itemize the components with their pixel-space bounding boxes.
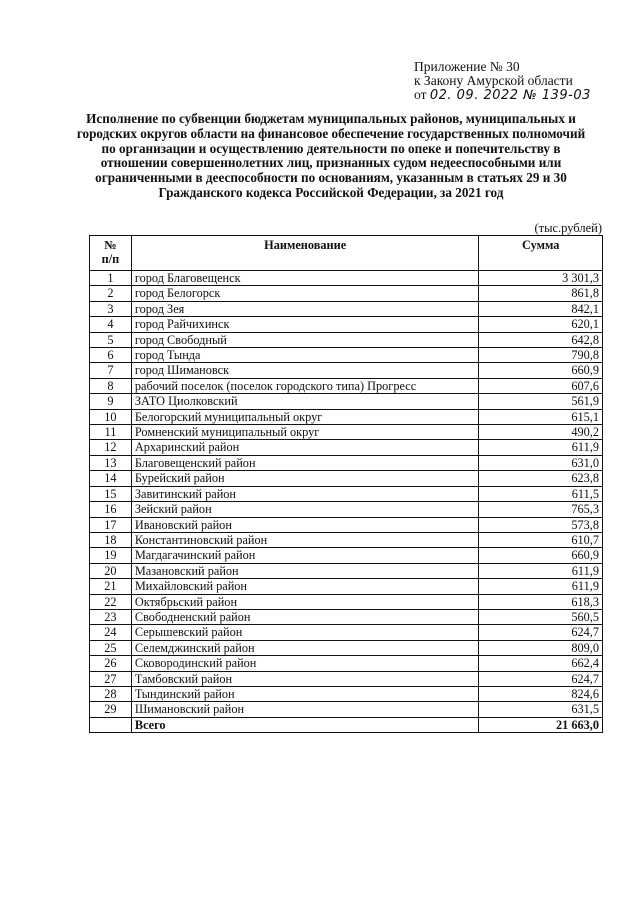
row-sum: 611,5 (479, 486, 603, 501)
row-name: Ивановский район (131, 517, 479, 532)
subsidy-table (89, 235, 603, 733)
table-row (90, 671, 603, 686)
row-name: Тамбовский район (131, 671, 479, 686)
table-row (90, 563, 603, 578)
table-row (90, 348, 603, 363)
row-sum: 561,9 (479, 394, 603, 409)
table-row (90, 686, 603, 701)
table-row (90, 640, 603, 655)
row-name: Свободненский район (131, 609, 479, 624)
row-name: Шимановский район (131, 702, 479, 717)
row-sum: 611,9 (479, 579, 603, 594)
table-row (90, 286, 603, 301)
total-sum: 21 663,0 (479, 717, 603, 732)
row-name: Магдагачинский район (131, 548, 479, 563)
appendix-header (414, 60, 591, 103)
row-name: Константиновский район (131, 532, 479, 547)
row-name: город Белогорск (131, 286, 479, 301)
header-name: Наименование (131, 236, 479, 271)
row-number: 3 (90, 301, 132, 316)
total-label: Всего (131, 717, 479, 732)
row-sum: 624,7 (479, 625, 603, 640)
row-number: 20 (90, 563, 132, 578)
row-sum: 842,1 (479, 301, 603, 316)
row-number: 1 (90, 271, 132, 286)
row-name: Завитинский район (131, 486, 479, 501)
table-row (90, 517, 603, 532)
row-number: 13 (90, 455, 132, 470)
row-name: Тындинский район (131, 686, 479, 701)
row-sum: 790,8 (479, 348, 603, 363)
row-name: город Шимановск (131, 363, 479, 378)
row-number: 19 (90, 548, 132, 563)
table-row (90, 656, 603, 671)
total-row (90, 717, 603, 732)
row-name: Бурейский район (131, 471, 479, 486)
row-name: Зейский район (131, 502, 479, 517)
row-number: 9 (90, 394, 132, 409)
row-number: 21 (90, 579, 132, 594)
row-number: 17 (90, 517, 132, 532)
row-name: город Райчихинск (131, 317, 479, 332)
table-row (90, 579, 603, 594)
appendix-date-prefix: от (414, 87, 427, 102)
header-number-line1: № (104, 238, 117, 252)
row-number: 12 (90, 440, 132, 455)
row-sum: 573,8 (479, 517, 603, 532)
row-name: Благовещенский район (131, 455, 479, 470)
table-row (90, 471, 603, 486)
table-row (90, 548, 603, 563)
row-sum: 861,8 (479, 286, 603, 301)
row-name: Серышевский район (131, 625, 479, 640)
table-body (90, 271, 603, 733)
row-number: 5 (90, 332, 132, 347)
row-sum: 615,1 (479, 409, 603, 424)
row-name: Белогорский муниципальный округ (131, 409, 479, 424)
row-sum: 623,8 (479, 471, 603, 486)
table-row (90, 394, 603, 409)
row-sum: 611,9 (479, 563, 603, 578)
table-row (90, 625, 603, 640)
table-row (90, 425, 603, 440)
row-sum: 809,0 (479, 640, 603, 655)
row-number: 23 (90, 609, 132, 624)
row-name: город Благовещенск (131, 271, 479, 286)
row-sum: 631,0 (479, 455, 603, 470)
row-sum: 765,3 (479, 502, 603, 517)
table-row (90, 317, 603, 332)
row-sum: 631,5 (479, 702, 603, 717)
row-name: Сковородинский район (131, 656, 479, 671)
row-name: город Свободный (131, 332, 479, 347)
row-sum: 660,9 (479, 363, 603, 378)
total-number (90, 717, 132, 732)
row-sum: 662,4 (479, 656, 603, 671)
row-name: Селемджинский район (131, 640, 479, 655)
row-number: 22 (90, 594, 132, 609)
table-row (90, 301, 603, 316)
appendix-law-reference: к Закону Амурской области (414, 73, 573, 88)
table-row (90, 609, 603, 624)
table-row (90, 409, 603, 424)
row-sum: 610,7 (479, 532, 603, 547)
handwritten-date-number: 02. 09. 2022 № 139-03 (429, 88, 591, 103)
row-name: ЗАТО Циолковский (131, 394, 479, 409)
row-number: 16 (90, 502, 132, 517)
header-sum: Сумма (479, 236, 603, 271)
row-number: 6 (90, 348, 132, 363)
table-row (90, 332, 603, 347)
table-row (90, 363, 603, 378)
header-number (90, 236, 132, 271)
row-number: 4 (90, 317, 132, 332)
row-name: город Тында (131, 348, 479, 363)
row-name: Ромненский муниципальный округ (131, 425, 479, 440)
appendix-number: Приложение № 30 (414, 59, 520, 74)
header-number-line2: п/п (101, 252, 120, 266)
row-name: город Зея (131, 301, 479, 316)
table-row (90, 532, 603, 547)
units-label: (тыс.рублей) (534, 221, 602, 235)
row-number: 26 (90, 656, 132, 671)
row-number: 27 (90, 671, 132, 686)
row-sum: 560,5 (479, 609, 603, 624)
row-number: 29 (90, 702, 132, 717)
row-number: 24 (90, 625, 132, 640)
row-sum: 620,1 (479, 317, 603, 332)
row-number: 7 (90, 363, 132, 378)
row-sum: 642,8 (479, 332, 603, 347)
table-row (90, 594, 603, 609)
appendix-date-line (414, 88, 591, 103)
row-name: Михайловский район (131, 579, 479, 594)
row-sum: 490,2 (479, 425, 603, 440)
row-number: 18 (90, 532, 132, 547)
table-header-row (90, 236, 603, 271)
row-sum: 624,7 (479, 671, 603, 686)
table-row (90, 702, 603, 717)
row-sum: 824,6 (479, 686, 603, 701)
table-row (90, 440, 603, 455)
table-row (90, 271, 603, 286)
row-number: 10 (90, 409, 132, 424)
table-row (90, 378, 603, 393)
row-number: 15 (90, 486, 132, 501)
row-number: 2 (90, 286, 132, 301)
table-row (90, 486, 603, 501)
row-sum: 618,3 (479, 594, 603, 609)
row-number: 28 (90, 686, 132, 701)
row-sum: 3 301,3 (479, 271, 603, 286)
row-sum: 607,6 (479, 378, 603, 393)
row-number: 8 (90, 378, 132, 393)
row-name: рабочий поселок (поселок городского типа) Прогресс (131, 378, 479, 393)
row-name: Октябрьский район (131, 594, 479, 609)
document-title: Исполнение по субвенции бюджетам муниципальных районов, муниципальных и городских округов области на финансовое обеспечение государственных полномочий по организации и осуществлению деятельности по опеке и попечительству в отношении совершеннолетних лиц, признанных судом недееспособными или ограниченными в дееспособности по основаниям, указанным в статьях 29 и 30 Гражданского кодекса Российской Федерации, за 2021 год (76, 111, 586, 200)
row-name: Архаринский район (131, 440, 479, 455)
row-number: 25 (90, 640, 132, 655)
table-row (90, 502, 603, 517)
row-number: 14 (90, 471, 132, 486)
row-sum: 611,9 (479, 440, 603, 455)
row-name: Мазановский район (131, 563, 479, 578)
row-sum: 660,9 (479, 548, 603, 563)
table-row (90, 455, 603, 470)
row-number: 11 (90, 425, 132, 440)
